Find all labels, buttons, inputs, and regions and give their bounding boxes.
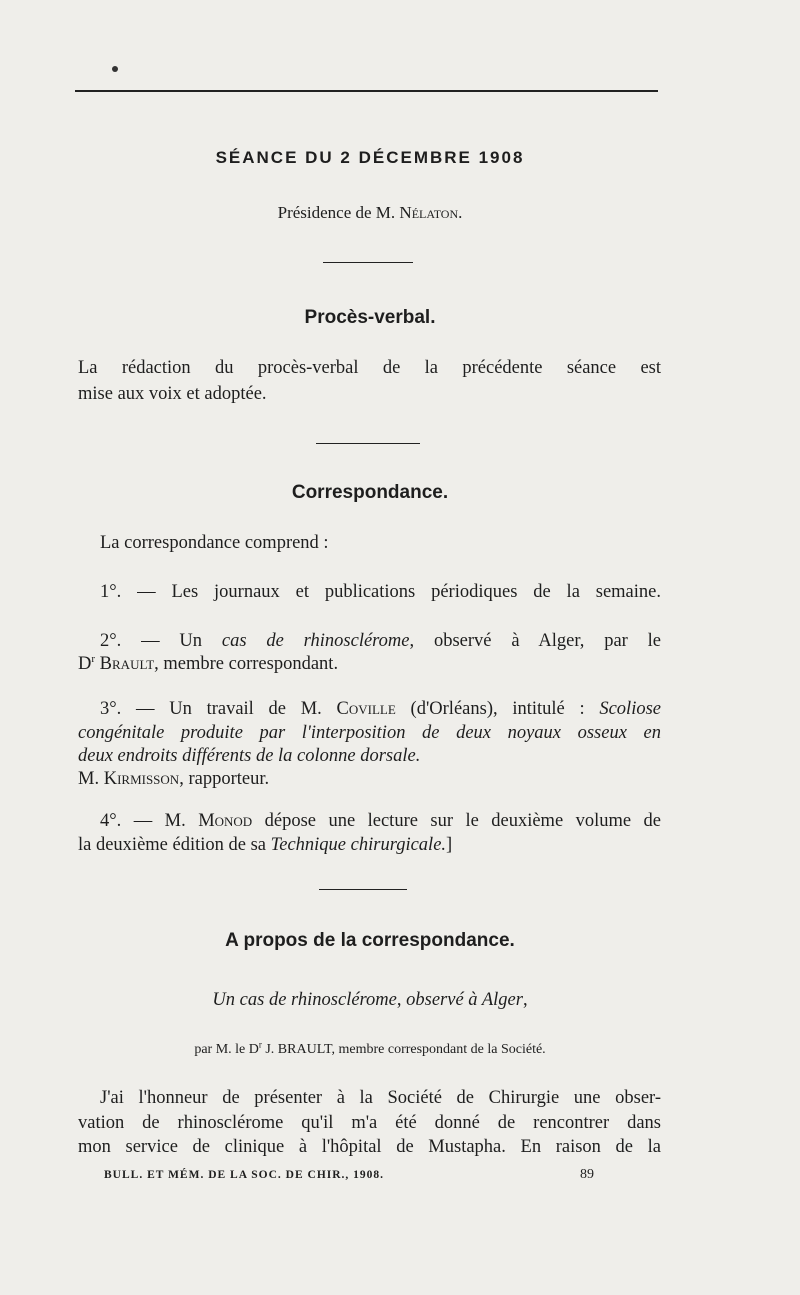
proces-verbal-line-1: La rédaction du procès-verbal de la précédente séance est (78, 358, 661, 378)
correspondance-item-2-line-2 (78, 654, 661, 675)
divider-2 (316, 443, 420, 444)
byline-a: par M. le D (194, 1042, 259, 1057)
byline-sup: r (258, 1039, 262, 1050)
byline-b: J. BRAULT, membre correspondant de la Société. (261, 1042, 546, 1057)
item2-dr-sup: r (91, 652, 96, 665)
item4-text-b: dépose une lecture sur le deuxième volume de (252, 811, 661, 831)
a-propos-heading: A propos de la correspondance. (225, 930, 515, 951)
seance-title: SÉANCE DU 2 DÉCEMBRE 1908 (215, 148, 525, 167)
footer-source: BULL. ET MÉM. DE LA SOC. DE CHIR., 1908. (104, 1169, 385, 1181)
ink-dot (112, 66, 118, 72)
item2-italic: cas de rhinosclérome (221, 631, 410, 651)
correspondance-item-1: 1°. — Les journaux et publications périodiques de la semaine. (100, 582, 661, 602)
subtitle-comma: , (396, 990, 407, 1010)
item2-text-c: , observé à Alger, par le (409, 631, 661, 651)
correspondance-item-3-line-3: deux endroits différents de la colonne dorsale. (78, 746, 421, 766)
item4-line2-italic: Technique chirurgicale. (270, 835, 447, 855)
item4-line2-text: la deuxième édition de sa (78, 835, 271, 855)
subtitle-italic-a: Un cas de rhinosclérome (212, 990, 397, 1010)
page-number: 89 (580, 1167, 594, 1182)
item4-line2-bracket: ] (446, 835, 453, 855)
item3-text-a: 3°. — Un travail de M. (100, 699, 337, 719)
item2-name: Brault (95, 654, 155, 674)
item3-rapporteur-text: , rapporteur. (179, 769, 270, 789)
correspondance-item-4 (100, 811, 661, 832)
correspondance-heading: Correspondance. (291, 482, 449, 503)
correspondance-item-3-line-4 (78, 769, 661, 790)
item4-text-a: 4°. — M. (100, 811, 199, 831)
paragraph-line-3: mon service de clinique à l'hôpital de Mustapha. En raison de la (78, 1137, 661, 1157)
presidence-prefix: Présidence de M. (277, 203, 400, 222)
paragraph-line-1: J'ai l'honneur de présenter à la Société de Chirurgie une obser- (100, 1088, 661, 1108)
item3-m: M. (78, 769, 104, 789)
subtitle-end: , (522, 990, 528, 1010)
item2-text-a: 2°. — Un (100, 631, 222, 651)
divider-3 (319, 889, 407, 890)
correspondance-intro: La correspondance comprend : (100, 533, 329, 553)
top-rule (75, 90, 658, 92)
item2-text-b: , membre correspondant. (154, 654, 339, 674)
a-propos-byline (75, 1039, 665, 1058)
item3-text-b: (d'Orléans), intitulé : (395, 699, 600, 719)
correspondance-item-3 (100, 699, 661, 720)
paragraph-line-2: vation de rhinosclérome qu'il m'a été donné de rencontrer dans (78, 1113, 661, 1133)
correspondance-item-2 (100, 631, 661, 652)
president-name: Nélaton (399, 203, 459, 222)
a-propos-subtitle (75, 990, 665, 1011)
divider-1 (323, 262, 413, 263)
presidence-suffix: . (458, 203, 463, 222)
correspondance-item-4-line-2 (78, 835, 661, 856)
item3-name: Coville (336, 699, 396, 719)
subtitle-italic-c: observé à Alger (406, 990, 523, 1010)
item3-italic: Scoliose (599, 699, 661, 719)
item2-dr: D (78, 654, 92, 674)
proces-verbal-heading: Procès-verbal. (304, 307, 436, 328)
proces-verbal-line-2: mise aux voix et adoptée. (78, 384, 267, 404)
item4-name: Monod (198, 811, 253, 831)
presidence-line (75, 203, 665, 223)
item3-rapporteur-name: Kirmisson (103, 769, 180, 789)
correspondance-item-3-line-2: congénitale produite par l'interposition de deux noyaux osseux en (78, 723, 661, 743)
